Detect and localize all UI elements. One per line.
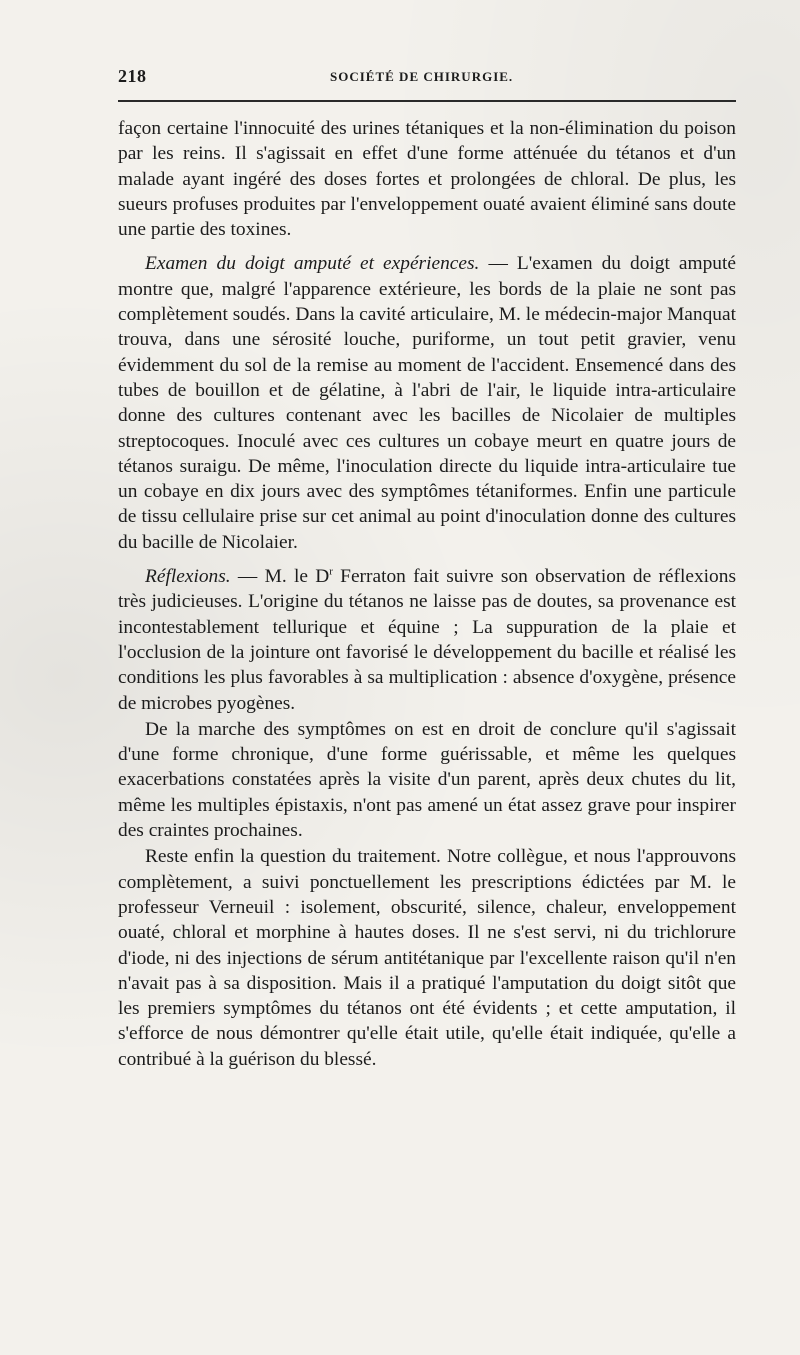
paragraph-3-text: Ferraton fait suivre son observation de réflexions très judicieuses. L'origine du tétanos ne laisse pas de doutes, sa provenance est incontestablement tellurique et équine ; La suppuration de la plaie et l'occlusion de la jointure ont favorisé le développement du bacille et réalisé les conditions les plus favorables à sa multiplication : absence d'oxygène, présence de microbes pyogènes.: [118, 566, 736, 714]
paragraph-3: [118, 564, 736, 716]
doctor-superscript: r: [329, 565, 333, 578]
body-text: [118, 116, 736, 1072]
paragraph-2: [118, 251, 736, 555]
running-head: SOCIÉTÉ DE CHIRURGIE.: [330, 69, 514, 84]
paragraph-3-heading: Réflexions.: [145, 566, 231, 588]
paragraph-1: façon certaine l'innocuité des urines tétaniques et la non-élimination du poison par les reins. Il s'agissait en effet d'une forme atténuée du tétanos et d'un malade ayant ingéré des doses fortes et prolongées de chloral. De plus, les sueurs profuses produites par l'enveloppement ouaté avaient éliminé sans doute une partie des toxines.: [118, 118, 736, 241]
paragraph-3-lead: — M. le D: [230, 566, 330, 588]
paragraph-5: Reste enfin la question du traitement. Notre collègue, et nous l'approuvons complètement, a suivi ponctuellement les prescriptions édictées par M. le professeur Verneuil : isolement, obscurité, silence, chaleur, enveloppement ouaté, chloral et morphine à hautes doses. Il ne s'est servi, ni du trichlorure d'iode, ni des injections de sérum antitétanique par l'excellente raison qu'il n'en n'avait pas à sa disposition. Mais il a pratiqué l'amputation du doigt sitôt que les premiers symptômes du tétanos ont été évidents ; et cette amputation, il s'efforce de nous démontrer qu'elle était utile, qu'elle était indiquée, qu'elle a contribué à la guérison du blessé.: [118, 846, 736, 1070]
paragraph-2-heading: Examen du doigt amputé et expériences.: [145, 253, 480, 275]
page-header: [118, 66, 736, 92]
paragraph-2-text: — L'examen du doigt amputé montre que, malgré l'apparence extérieure, les bords de la plaie ne sont pas complètement soudés. Dans la cavité articulaire, M. le médecin-major Manquat trouva, dans une sérosité louche, puriforme, un tout petit gravier, venu évidemment du sol de la remise au moment de l'accident. Ensemencé dans des tubes de bouillon et de gélatine, à l'abri de l'air, le liquide intra-articulaire donne des cultures contenant avec les bacilles de Nicolaier de multiples streptocoques. Inoculé avec ces cultures un cobaye meurt en quatre jours de tétanos suraigu. De même, l'inoculation directe du liquide intra-articulaire tue un cobaye en dix jours avec des symptômes tétaniformes. Enfin une particule de tissu cellulaire prise sur cet animal au point d'inoculation donne des cultures du bacille de Nicolaier.: [118, 253, 736, 553]
page-number: 218: [118, 66, 147, 86]
paragraph-4: De la marche des symptômes on est en droit de conclure qu'il s'agissait d'une forme chronique, d'une forme guérissable, et même les quelques exacerbations constatées après la visite d'un parent, après deux chutes du lit, même les multiples épistaxis, n'ont pas amené un état assez grave pour inspirer des craintes prochaines.: [118, 718, 736, 842]
header-rule: [118, 100, 736, 102]
